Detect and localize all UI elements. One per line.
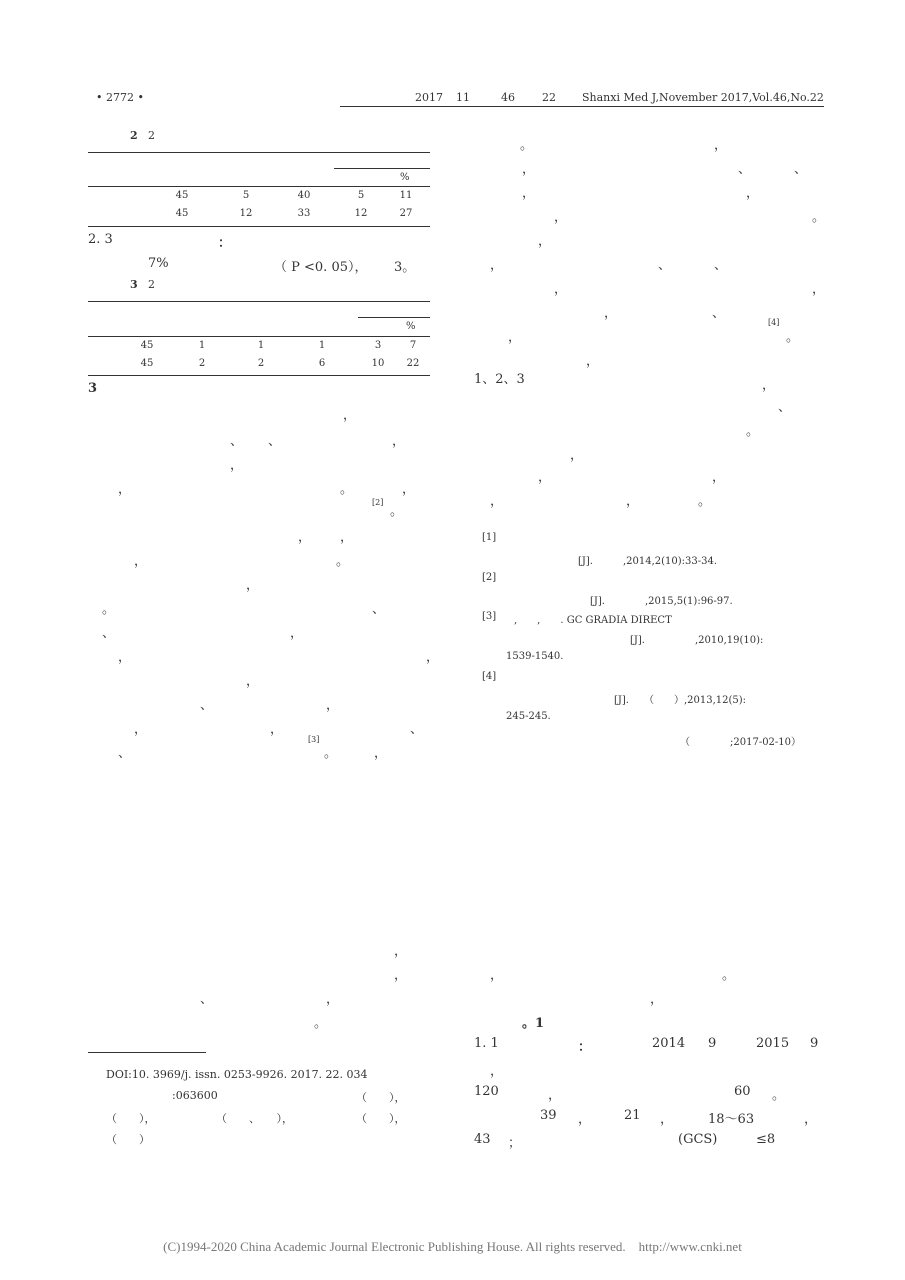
- header-volume: 46: [501, 91, 515, 104]
- female-count: 21: [624, 1108, 641, 1123]
- reference-pages: 1539-1540.: [506, 651, 564, 662]
- subsection-1-1-colon: ：: [578, 1040, 592, 1055]
- table-cell: 7: [409, 340, 417, 351]
- from-month: 9: [708, 1036, 717, 1051]
- table2-top-rule: [88, 152, 430, 153]
- table2-span-rule: [334, 168, 430, 169]
- section-1-heading: 。1: [522, 1016, 545, 1031]
- group-size-end: 。: [772, 1088, 786, 1103]
- table-cell: 6: [318, 358, 326, 369]
- table-cell: 45: [175, 208, 189, 219]
- section-3-heading: 3: [88, 381, 98, 396]
- citation-4: [4]: [768, 318, 780, 327]
- from-year: 2014: [652, 1036, 686, 1051]
- reference-source: [J]. ,2015,5(1):96-97.: [590, 596, 733, 607]
- table-cell: 2: [198, 358, 206, 369]
- group-size: 60: [734, 1084, 751, 1099]
- gcs-value: ≤8: [756, 1132, 776, 1147]
- table-cell: 3: [374, 340, 382, 351]
- header-year: 2017: [415, 91, 443, 104]
- postcode: :063600: [172, 1089, 218, 1102]
- table-cell: 40: [297, 190, 311, 201]
- table-cell: 45: [175, 190, 189, 201]
- mean-age: 43: [474, 1132, 491, 1147]
- journal-citation: Shanxi Med J,November 2017,Vol.46,No.22: [582, 91, 824, 104]
- age-range: 18～63: [708, 1112, 755, 1127]
- citation-3: [3]: [308, 735, 320, 744]
- list-1-2-3: 1、2、3: [474, 372, 525, 387]
- table-cell: 2: [257, 358, 265, 369]
- reference-pages: 245-245.: [506, 711, 551, 722]
- table3-header-rule: [88, 336, 430, 337]
- footnote-rule: [88, 1052, 206, 1053]
- reference-number: [3]: [482, 611, 497, 622]
- table-cell: 1: [198, 340, 206, 351]
- citation-2: [2]: [372, 498, 384, 507]
- page-number: • 2772 •: [96, 91, 144, 104]
- section-2-3-p-value: （ P <0. 05），: [274, 260, 368, 275]
- semicolon: ；: [508, 1136, 522, 1151]
- table3-unit: %: [406, 321, 416, 332]
- header-month: 11: [456, 91, 470, 104]
- table2-caption: 2: [148, 129, 155, 142]
- section-2-3-percent: 7%: [148, 256, 169, 271]
- reference-source: [J]. ,2010,19(10):: [630, 635, 764, 646]
- received-date: （ ;2017-02-10）: [680, 737, 802, 748]
- to-year: 2015: [756, 1036, 790, 1051]
- reference-source: [J]. ,2014,2(10):33-34.: [578, 556, 718, 567]
- section-2-3-table-ref: 3。: [394, 260, 416, 275]
- reference-number: [4]: [482, 671, 497, 682]
- reference-number: [2]: [482, 572, 497, 583]
- table3-caption-number: 3: [130, 278, 138, 291]
- table2-bottom-rule: [88, 226, 430, 227]
- total-patients: 120: [474, 1084, 499, 1099]
- section-2-3-heading: 2. 3: [88, 232, 113, 247]
- header-issue: 22: [542, 91, 556, 104]
- table-cell: 45: [140, 358, 154, 369]
- table-cell: 1: [318, 340, 326, 351]
- reference-authors: , , . GC GRADIA DIRECT: [514, 615, 672, 626]
- table-cell: 33: [297, 208, 311, 219]
- to-month: 9: [810, 1036, 819, 1051]
- gcs-label: (GCS): [678, 1132, 718, 1147]
- copyright-footer: (C)1994-2020 China Academic Journal Electronic Publishing House. All rights reserved. http://www.cnki.net: [163, 1239, 742, 1254]
- table-cell: 12: [239, 208, 253, 219]
- table-cell: 22: [406, 358, 420, 369]
- table3-span-rule: [358, 317, 430, 318]
- doi: DOI:10. 3969/j. issn. 0253-9926. 2017. 22. 034: [106, 1068, 368, 1081]
- reference-number: [1]: [482, 532, 497, 543]
- table-cell: 10: [371, 358, 385, 369]
- male-count: 39: [540, 1108, 557, 1123]
- table3-caption: 2: [148, 278, 155, 291]
- table-cell: 11: [399, 190, 413, 201]
- section-2-3-colon: ：: [218, 236, 232, 251]
- subsection-1-1: 1. 1: [474, 1036, 499, 1051]
- table2-unit: %: [400, 172, 410, 183]
- header-rule: [340, 106, 824, 107]
- table2-caption-number: 2: [130, 129, 138, 142]
- table-cell: 27: [399, 208, 413, 219]
- table-cell: 1: [257, 340, 265, 351]
- table3-bottom-rule: [88, 375, 430, 376]
- table-cell: 12: [354, 208, 368, 219]
- reference-source: [J]. （ ）,2013,12(5):: [614, 695, 747, 706]
- table-cell: 45: [140, 340, 154, 351]
- table-cell: 5: [242, 190, 250, 201]
- table2-header-rule: [88, 186, 430, 187]
- table-cell: 5: [357, 190, 365, 201]
- table3-top-rule: [88, 301, 430, 302]
